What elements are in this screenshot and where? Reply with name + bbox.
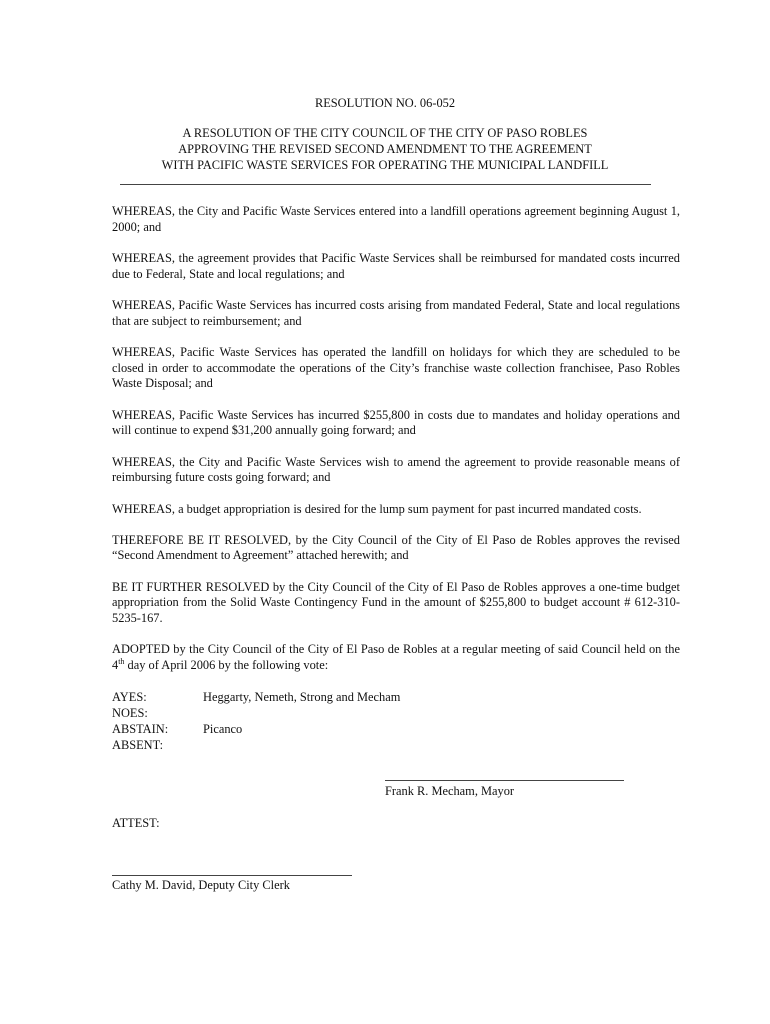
resolution-number: RESOLUTION NO. 06-052 [314,96,456,110]
whereas-paragraph: WHEREAS, the City and Pacific Waste Services wish to amend the agreement to provide reasonable means of reimbursing future costs going forward; and [112,454,680,485]
vote-value: Picanco [203,722,243,736]
vote-row-abstain [112,721,400,737]
resolution-body [112,204,680,689]
vote-label: NOES: [112,706,148,720]
adopted-text-end: day of April 2006 by the following vote: [124,658,329,673]
vote-row-ayes [112,689,400,705]
vote-label: ABSTAIN: [112,722,169,736]
resolution-title [0,125,770,173]
whereas-paragraph: WHEREAS, Pacific Waste Services has operated the landfill on holidays for which they are scheduled to be closed in order to accommodate the operations of the City’s franchise waste collection franchisee, Paso Robles Waste Disposal; and [112,344,680,391]
adopted-text: ADOPTED by the City Council of the City of El Paso de Robles at a regular meeting of said Council held on the 4 [112,642,680,673]
vote-row-absent [112,737,400,753]
title-line: WITH PACIFIC WASTE SERVICES FOR OPERATING THE MUNICIPAL LANDFILL [161,158,609,172]
attest-label: ATTEST: [112,816,160,830]
title-line: A RESOLUTION OF THE CITY COUNCIL OF THE CITY OF PASO ROBLES [182,126,588,140]
whereas-paragraph: WHEREAS, the City and Pacific Waste Services entered into a landfill operations agreement beginning August 1, 2000; and [112,204,680,234]
title-divider [120,184,651,185]
vote-value: Heggarty, Nemeth, Strong and Mecham [203,690,401,704]
clerk-signature-line [112,875,352,876]
whereas-paragraph: WHEREAS, a budget appropriation is desired for the lump sum payment for past incurred mandated costs. [112,501,642,516]
title-line: APPROVING THE REVISED SECOND AMENDMENT TO THE AGREEMENT [178,142,592,156]
vote-row-noes [112,705,400,721]
whereas-paragraph: WHEREAS, Pacific Waste Services has incurred costs arising from mandated Federal, State and local regulations that are subject to reimbursement; and [112,297,680,328]
vote-label: AYES: [112,690,147,704]
resolved-paragraph: THEREFORE BE IT RESOLVED, by the City Council of the City of El Paso de Robles approves the revised “Second Amendment to Agreement” attached herewith; and [112,532,680,563]
ordinal-suffix: th [118,656,125,666]
whereas-paragraph: WHEREAS, the agreement provides that Pacific Waste Services shall be reimbursed for mandated costs incurred due to Federal, State and local regulations; and [112,250,680,281]
mayor-signature-name: Frank R. Mecham, Mayor [385,784,515,798]
mayor-signature-line [385,780,624,781]
whereas-paragraph: WHEREAS, Pacific Waste Services has incurred $255,800 in costs due to mandates and holiday operations and will continue to expend $31,200 annually going forward; and [112,407,680,438]
clerk-signature-name: Cathy M. David, Deputy City Clerk [112,878,290,892]
further-resolved-paragraph: BE IT FURTHER RESOLVED by the City Council of the City of El Paso de Robles approves a one-time budget appropriation from the Solid Waste Contingency Fund in the amount of $255,800 to budget account # 612-310-5235-167. [112,579,680,626]
adopted-paragraph [112,642,680,673]
vote-label: ABSENT: [112,738,164,752]
vote-table [112,689,400,753]
